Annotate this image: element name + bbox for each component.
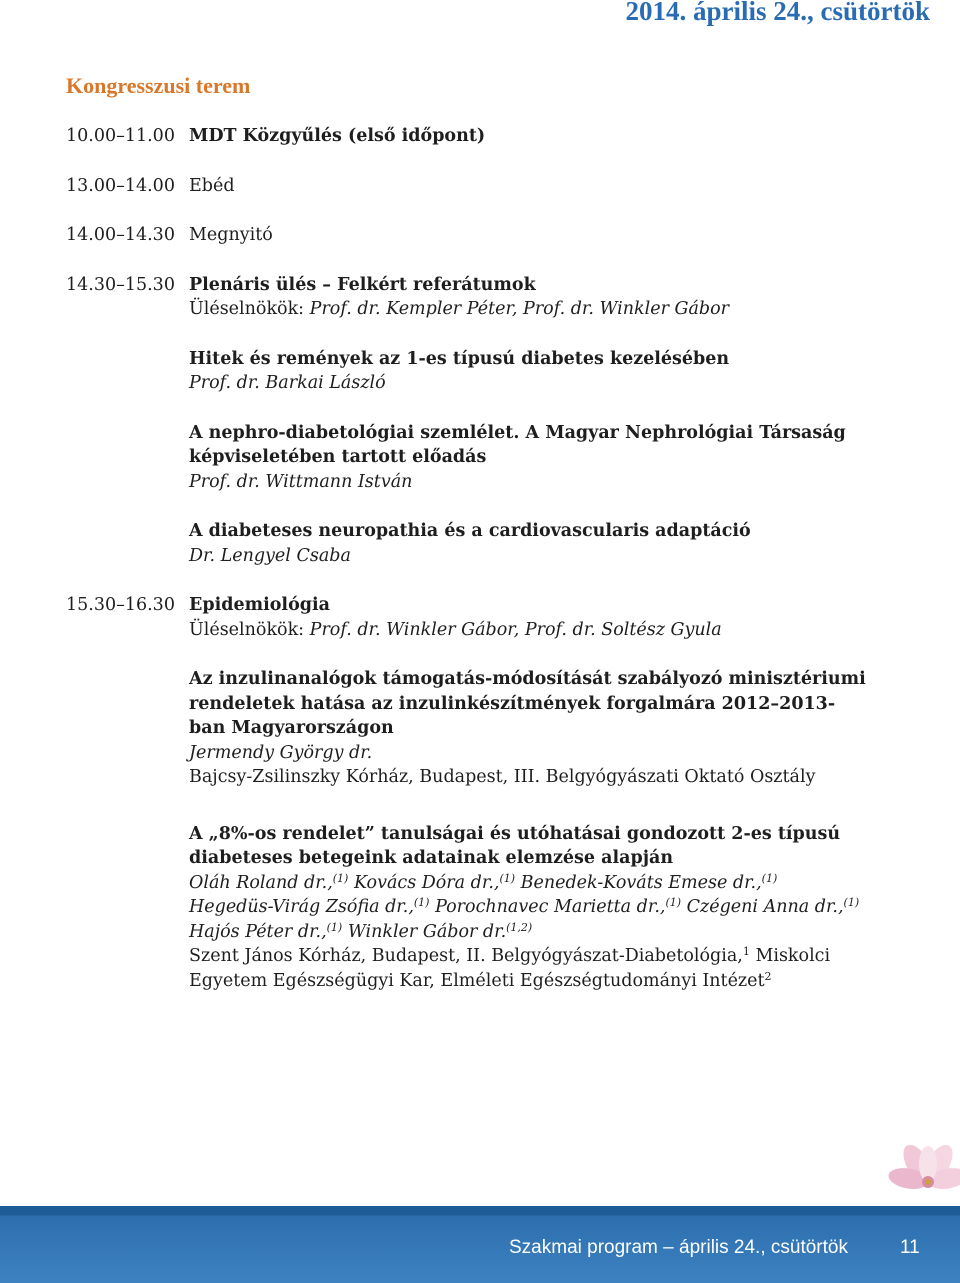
author-ref: (1): [499, 871, 516, 885]
author: Hajós Péter dr.,: [189, 921, 327, 942]
slot-body: [189, 273, 866, 569]
page-footer: [0, 1206, 960, 1283]
program-slot: [66, 174, 866, 199]
program-list: [66, 124, 866, 993]
talk-title: A „8%-os rendelet” tanulságai és utóhatásai gondozott 2-es típusú diabeteses betegeink adatainak elemzése alapján: [189, 823, 841, 868]
affiliation-2: Miskolci Egyetem Egészségügyi Kar, Elméleti Egészségtudományi Intézet: [189, 946, 831, 991]
talk-affiliation: Bajcsy-Zsilinszky Kórház, Budapest, III. Belgyógyászati Oktató Osztály: [189, 767, 816, 787]
program-slot: [66, 223, 866, 248]
author-ref: (1): [332, 871, 349, 885]
chairs-label: Üléselnökök:: [189, 619, 305, 640]
chairs-names: Prof. dr. Winkler Gábor, Prof. dr. Soltész Gyula: [309, 619, 722, 640]
author-ref: (1): [843, 896, 860, 909]
talk-title: Hitek és remények az 1-es típusú diabetes kezelésében: [189, 348, 730, 369]
chairs-names: Prof. dr. Kempler Péter, Prof. dr. Winkler Gábor: [309, 299, 730, 319]
author: Oláh Roland dr.,: [189, 872, 333, 893]
slot-title: Epidemiológia: [189, 595, 330, 615]
author: Porochnavec Marietta dr.,: [435, 897, 666, 917]
slot-time: 14.30–15.30: [66, 274, 175, 295]
slot-time: 15.30–16.30: [66, 595, 175, 615]
program-slot: [66, 124, 866, 149]
slot-time: 13.00–14.00: [66, 175, 175, 196]
talk-speaker: Dr. Lengyel Csaba: [189, 545, 351, 566]
affiliation-ref: 2: [764, 969, 772, 983]
footer-title: Szakmai program – április 24., csütörtök: [509, 1237, 848, 1258]
slot-title: Plenáris ülés – Felkért referátumok: [189, 274, 536, 295]
program-slot: [66, 273, 866, 569]
slot-time: 10.00–11.00: [66, 126, 175, 146]
talk-authors: [189, 871, 866, 945]
slot-title: MDT Közgyűlés (első időpont): [189, 126, 486, 146]
talk-title: Az inzulinanalógok támogatás-módosítását szabályozó minisztériumi rendeletek hatása az inzulinkészítmények forgalmára 2012–2013-ban Magyarországon: [189, 669, 866, 738]
slot-title: Ebéd: [189, 175, 235, 196]
slot-title: Megnyitó: [189, 225, 273, 245]
author: Kovács Dóra dr.,: [353, 872, 500, 893]
talk-title: A nephro-diabetológiai szemlélet. A Magyar Nephrológiai Társaság képviseletében tartott előadás: [189, 422, 846, 467]
talk-speaker: Jermendy György dr.: [189, 742, 373, 763]
page-number: 11: [900, 1237, 920, 1258]
author-ref: (1): [761, 871, 778, 885]
chairs-label: Üléselnökök:: [189, 299, 305, 319]
talk-speaker: Prof. dr. Barkai László: [189, 373, 386, 393]
pink-flower-icon: [880, 1140, 960, 1220]
author-ref: (1): [665, 896, 682, 909]
author: Winkler Gábor dr.: [347, 921, 507, 942]
page-title: 2014. április 24., csütörtök: [625, 0, 930, 26]
affiliation-ref: 1: [742, 945, 750, 958]
slot-body: [189, 593, 866, 993]
session-chairs: [189, 618, 866, 643]
room-heading: Kongresszusi terem: [66, 73, 251, 98]
author-ref: (1,2): [506, 920, 533, 934]
author: Hegedüs-Virág Zsófia dr.,: [189, 897, 414, 917]
talk-affiliation: [189, 944, 866, 993]
author-ref: (1): [326, 920, 343, 934]
affiliation-1: Szent János Kórház, Budapest, II. Belgyógyászat-Diabetológia,: [189, 946, 743, 966]
session-chairs: [189, 297, 866, 322]
talk-speaker: Prof. dr. Wittmann István: [189, 471, 413, 492]
author: Czégeni Anna dr.,: [686, 897, 844, 917]
slot-time: 14.00–14.30: [66, 225, 175, 245]
author: Benedek-Kováts Emese dr.,: [520, 872, 762, 893]
author-ref: (1): [413, 896, 430, 909]
talk-title: A diabeteses neuropathia és a cardiovascularis adaptáció: [189, 521, 751, 541]
program-slot: [66, 593, 866, 993]
